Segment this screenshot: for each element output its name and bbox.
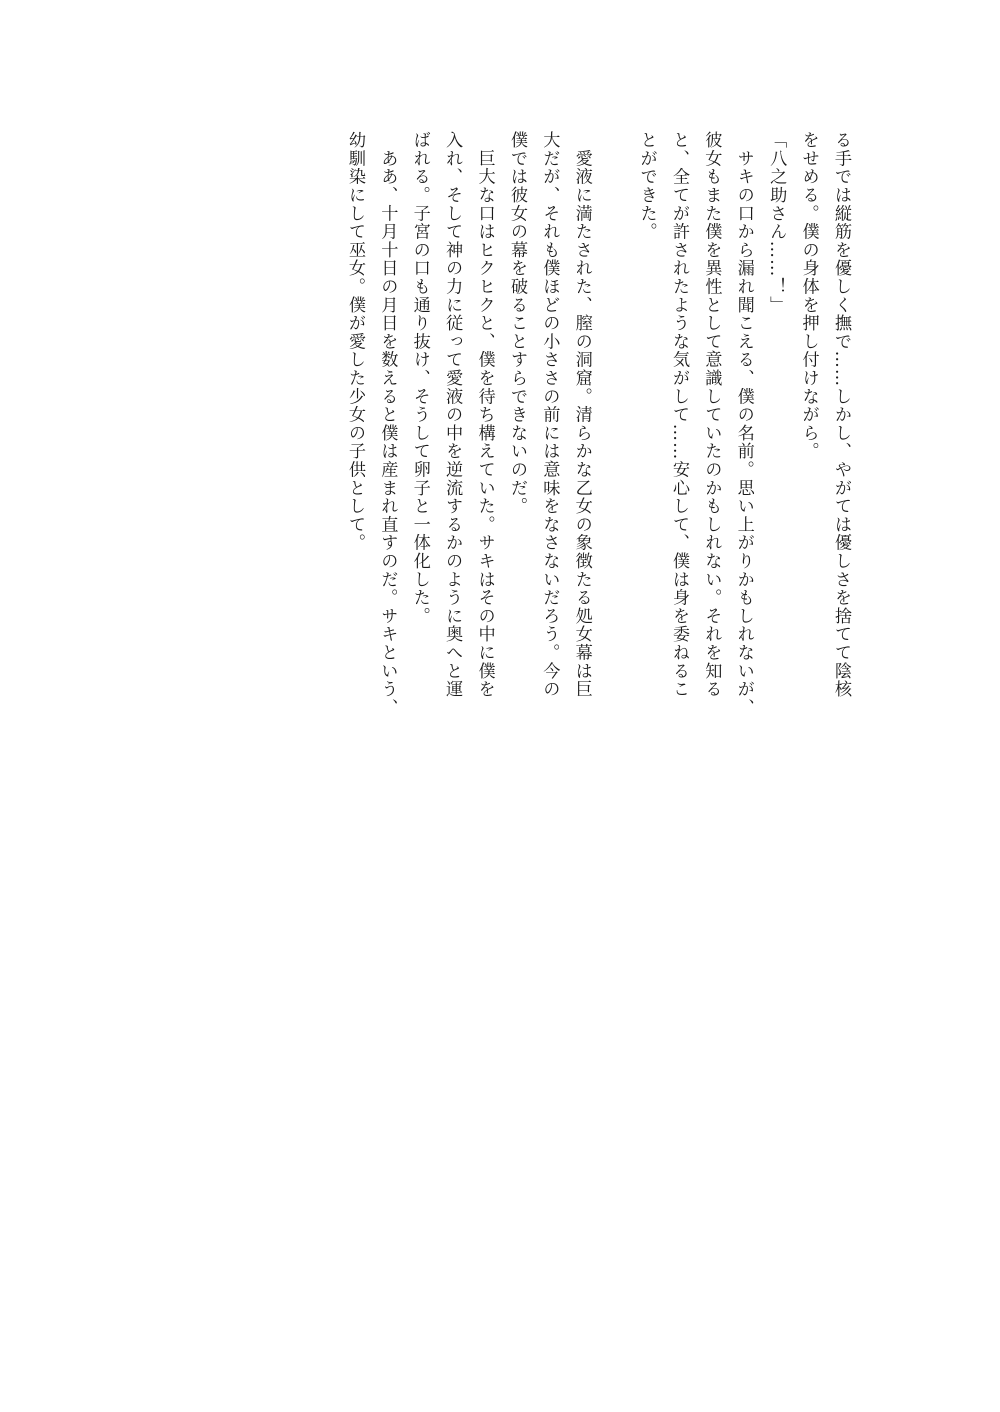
- text-line: 巨大な口はヒクヒクと、僕を待ち構えていた。サキはその中に僕を: [474, 131, 495, 699]
- text-line: 「八之助さん……！」: [766, 131, 787, 314]
- text-line: 僕では彼女の幕を破ることすらできないのだ。: [506, 131, 527, 516]
- text-line: 愛液に満たされた、膣の洞窟。清らかな乙女の象徴たる処女幕は巨: [571, 131, 592, 699]
- text-line: 彼女もまた僕を異性として意識していたのかもしれない。それを知る: [701, 131, 722, 699]
- paragraph-gap: [598, 131, 630, 751]
- text-line: ああ、十月十日の月日を数えると僕は産まれ直すのだ。サキという、: [377, 131, 398, 717]
- text-line: をせめる。僕の身体を押し付けながら。: [798, 131, 819, 461]
- text-line: 大だが、それも僕ほどの小ささの前には意味をなさないだろう。今の: [539, 131, 560, 699]
- text-line: と、全てが許されたような気がして……安心して、僕は身を委ねるこ: [668, 131, 689, 699]
- text-line: サキの口から漏れ聞こえる、僕の名前。思い上がりかもしれないが、: [733, 131, 754, 717]
- text-line: 幼馴染にして巫女。僕が愛した少女の子供として。: [344, 131, 365, 552]
- text-line: 入れ、そして神の力に従って愛液の中を逆流するかのように奥へと運: [442, 131, 463, 699]
- text-line: る手では縦筋を優しく撫で……しかし、やがては優しさを捨てて陰核: [831, 131, 851, 699]
- text-line: とができた。: [636, 131, 657, 241]
- text-line: ばれる。子宮の口も通り抜け、そうして卵子と一体化した。: [409, 131, 430, 626]
- vertical-text-block: [339, 131, 857, 751]
